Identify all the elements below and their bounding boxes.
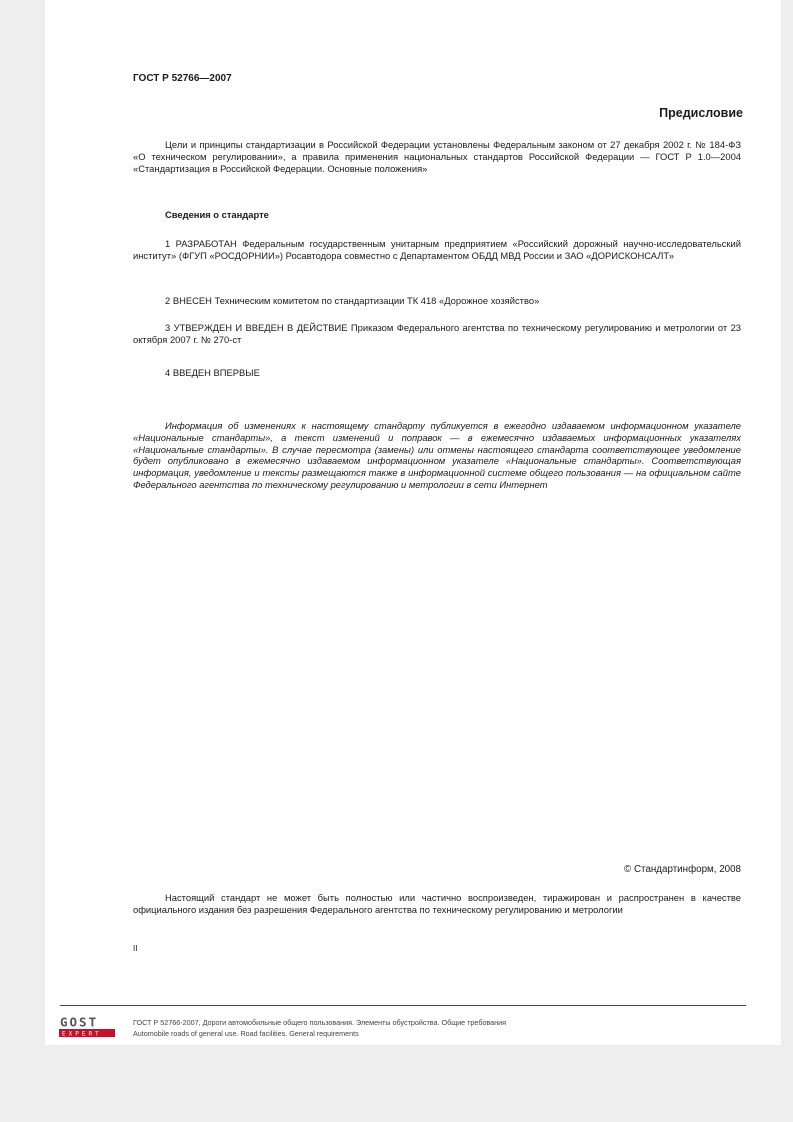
page-number: II: [133, 944, 138, 953]
logo-subtext: EXPERT: [62, 1030, 102, 1038]
gost-expert-logo: [59, 1015, 115, 1039]
standard-info-subheading: Сведения о стандарте: [165, 209, 269, 220]
preface-title: Предисловие: [659, 106, 743, 120]
footer-line-ru: ГОСТ Р 52766-2007, Дороги автомобильные общего пользования. Элементы обустройства. Общие требования: [133, 1018, 507, 1027]
copyright: © Стандартинформ, 2008: [624, 864, 741, 875]
footer-line-en: Automobile roads of general use. Road facilities. General requirements: [133, 1029, 359, 1038]
changes-info-notice: Информация об изменениях к настоящему стандарту публикуется в ежегодно издаваемом информационном указателе «Национальные стандарты», а текст изменений и поправок — в ежемесячно издаваемых информационных указателях «Национальные стандарты». В случае пересмотра (замены) или отмены настоящего стандарта соответствующее уведомление будет опубликовано в ежемесячно издаваемом информационном указателе «Национальные стандарты». Соответствующая информация, уведомление и тексты размещаются также в информационной системе общего пользования — на официальном сайте Федерального агентства по техническому регулированию и метрологии в сети Интернет: [133, 420, 741, 490]
standard-info-item-3: 3 УТВЕРЖДЕН И ВВЕДЕН В ДЕЙСТВИЕ Приказом Федерального агентства по техническому регулированию и метрологии от 23 октября 2007 г. № 270-ст: [133, 322, 741, 345]
reproduction-notice: Настоящий стандарт не может быть полностью или частично воспроизведен, тиражирован и распространен в качестве официального издания без разрешения Федерального агентства по техническому регулированию и метрологии: [133, 892, 741, 915]
logo-text: GOST: [60, 1015, 99, 1030]
standard-info-item-2: 2 ВНЕСЕН Техническим комитетом по стандартизации ТК 418 «Дорожное хозяйство»: [165, 295, 540, 306]
footer-text: [133, 1017, 506, 1039]
standard-info-item-4: 4 ВВЕДЕН ВПЕРВЫЕ: [165, 367, 260, 378]
standard-info-item-1: 1 РАЗРАБОТАН Федеральным государственным унитарным предприятием «Российский дорожный научно-исследовательский институт» (ФГУП «РОСДОРНИИ») Росавтодора совместно с Департаментом ОБДД МВД России и ЗАО «ДОРИСКОНСАЛТ»: [133, 238, 741, 261]
preface-intro: Цели и принципы стандартизации в Российской Федерации установлены Федеральным законом от 27 декабря 2002 г. № 184-ФЗ «О техническом регулировании», а правила применения национальных стандартов Российской Федерации — ГОСТ Р 1.0—2004 «Стандартизация в Российской Федерации. Основные положения»: [133, 139, 741, 174]
footer-divider: [60, 1005, 746, 1006]
document-code: ГОСТ Р 52766—2007: [133, 73, 232, 84]
